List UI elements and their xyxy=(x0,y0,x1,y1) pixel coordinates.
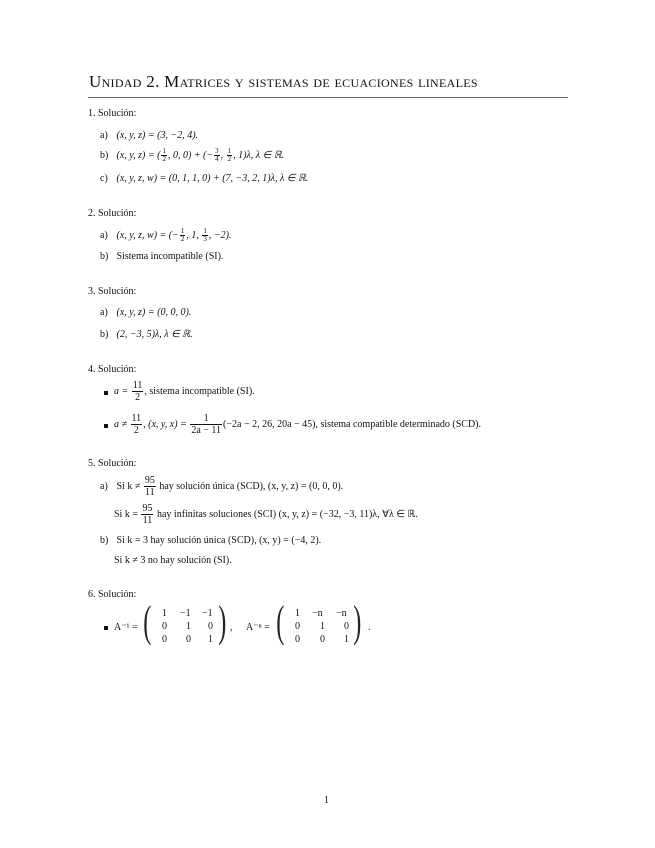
s2-item-a xyxy=(100,228,231,243)
title-rule xyxy=(88,97,568,98)
s3-item-a-label: a) xyxy=(100,307,108,318)
s1-item-a xyxy=(100,130,198,141)
numerator: 11 xyxy=(132,380,143,391)
s3-item-b xyxy=(100,329,193,340)
matrix-cell: 1 xyxy=(186,621,191,632)
fraction xyxy=(131,413,143,436)
right-paren: ) xyxy=(218,597,227,646)
s2-item-a-pre: (x, y, z, w) = (− xyxy=(116,229,179,241)
s5-item-a xyxy=(100,475,343,498)
s5-item-a-label: a) xyxy=(100,480,108,492)
denominator: 2 xyxy=(133,425,139,436)
s5-item-b2 xyxy=(114,555,232,566)
fraction xyxy=(214,148,220,163)
s5-item-a2 xyxy=(114,503,418,526)
s1-item-b-post: , 1)λ, λ ∈ ℝ. xyxy=(233,149,285,161)
denominator: 2 xyxy=(227,155,232,163)
page-number: 1 xyxy=(324,795,329,806)
matrix-cell: 0 xyxy=(186,634,191,645)
matrix-cell: −n xyxy=(312,608,323,619)
left-paren: ( xyxy=(276,597,285,646)
section-2-heading: 2. Solución: xyxy=(88,208,137,219)
section-6-heading: 6. Solución: xyxy=(88,589,137,600)
matrix-cell: −1 xyxy=(202,608,213,619)
matrix-cell: 0 xyxy=(295,621,300,632)
s5-item-b-text: Si k = 3 hay solución única (SCD), (x, y) = (−4, 2). xyxy=(116,535,322,546)
s5-item-a-pre: Si k ≠ xyxy=(116,480,143,492)
numerator: 11 xyxy=(131,413,142,424)
numerator: 95 xyxy=(142,503,153,514)
left-paren: ( xyxy=(143,597,152,646)
matrix-cell: 1 xyxy=(162,608,167,619)
s2-item-b-text: Sistema incompatible (SI). xyxy=(116,251,224,262)
matrix-b-label: A⁻ⁿ = xyxy=(246,622,270,633)
section-3-heading: 3. Solución: xyxy=(88,286,137,297)
denominator: 4 xyxy=(215,155,219,163)
s3-item-b-label: b) xyxy=(100,329,109,340)
fraction xyxy=(227,148,233,163)
matrix-cell: 0 xyxy=(162,621,167,632)
matrix-end: . xyxy=(368,622,371,633)
s1-item-c-text: (x, y, z, w) = (0, 1, 1, 0) + (7, −3, 2, 1)λ, λ ∈ ℝ. xyxy=(116,173,309,184)
s4-item-2-pre: a ≠ xyxy=(114,418,130,430)
s1-item-b-mid2: , xyxy=(220,149,226,161)
s5-item-a-post: hay solución única (SCD), (x, y, z) = (0, 0, 0). xyxy=(156,480,344,492)
s2-item-b-label: b) xyxy=(100,251,109,262)
s5-item-a2-pre: Si k = xyxy=(114,508,141,520)
s5-item-b-label: b) xyxy=(100,535,109,546)
s1-item-a-label: a) xyxy=(100,130,108,141)
denominator: 2a − 11 xyxy=(191,425,222,436)
s1-item-b-mid1: , 0, 0) + (− xyxy=(167,149,214,161)
fraction xyxy=(202,228,208,243)
s1-item-b-label: b) xyxy=(100,149,109,161)
numerator: 1 xyxy=(203,227,207,235)
s1-item-a-text: (x, y, z) = (3, −2, 4). xyxy=(116,130,199,141)
s2-item-a-label: a) xyxy=(100,229,108,241)
s1-item-b-pre: (x, y, z) = ( xyxy=(116,149,161,161)
matrix-cell: 0 xyxy=(320,634,325,645)
matrix-cell: 1 xyxy=(295,608,300,619)
fraction xyxy=(144,475,156,498)
s1-item-c xyxy=(100,173,308,184)
s4-item-1-post: , sistema incompatible (SI). xyxy=(144,385,255,397)
matrix-cell: 1 xyxy=(320,621,325,632)
s1-item-c-label: c) xyxy=(100,173,108,184)
matrix-cell: 0 xyxy=(208,621,213,632)
s2-item-a-mid1: , 1, xyxy=(186,229,202,241)
denominator: 3 xyxy=(203,235,207,243)
page-title: Unidad 2. Matrices y sistemas de ecuaciones lineales xyxy=(89,72,478,91)
numerator: 95 xyxy=(144,475,155,486)
right-paren: ) xyxy=(353,597,362,646)
matrix-a-label: A⁻¹ = xyxy=(114,622,138,633)
section-1-heading: 1. Solución: xyxy=(88,108,137,119)
bullet xyxy=(104,424,108,428)
numerator: 1 xyxy=(190,413,222,425)
matrix-cell: 1 xyxy=(208,634,213,645)
s3-item-a-text: (x, y, z) = (0, 0, 0). xyxy=(116,307,192,318)
bullet xyxy=(104,626,108,630)
s5-item-b xyxy=(100,535,321,546)
matrix-cell: −n xyxy=(336,608,347,619)
s2-item-a-post: , −2). xyxy=(208,229,232,241)
fraction xyxy=(180,228,186,243)
s4-item-1-pre: a = xyxy=(114,385,131,397)
matrix-separator: , xyxy=(230,622,233,633)
fraction xyxy=(141,503,153,526)
fraction xyxy=(132,380,144,403)
section-5-heading: 5. Solución: xyxy=(88,458,137,469)
matrix-cell: 0 xyxy=(162,634,167,645)
numerator: 1 xyxy=(162,147,166,155)
denominator: 11 xyxy=(145,487,155,498)
denominator: 11 xyxy=(142,515,153,526)
s3-item-a xyxy=(100,307,191,318)
s2-item-b xyxy=(100,251,223,262)
matrix-cell: 0 xyxy=(295,634,300,645)
s5-item-b2-text: Si k ≠ 3 no hay solución (SI). xyxy=(114,555,232,566)
matrix-cell: −1 xyxy=(180,608,191,619)
s5-item-a2-post: hay infinitas soluciones (SCI) (x, y, z) = (−32, −3, 11)λ, ∀λ ∈ ℝ. xyxy=(154,508,418,520)
matrix-cell: 0 xyxy=(344,621,349,632)
s4-item-2-post: (−2a − 2, 26, 20a − 45), sistema compatible determinado (SCD). xyxy=(223,418,482,430)
denominator: 2 xyxy=(162,155,166,163)
denominator: 2 xyxy=(135,392,141,403)
s1-item-b xyxy=(100,148,284,163)
numerator: 1 xyxy=(180,227,185,235)
s4-item-2 xyxy=(114,413,481,436)
denominator: 2 xyxy=(180,235,185,243)
fraction xyxy=(190,413,222,436)
numerator: 3 xyxy=(215,147,219,155)
bullet xyxy=(104,391,108,395)
s4-item-1 xyxy=(114,380,255,403)
numerator: 1 xyxy=(227,147,232,155)
section-4-heading: 4. Solución: xyxy=(88,364,137,375)
s3-item-b-text: (2, −3, 5)λ, λ ∈ ℝ. xyxy=(116,329,193,340)
fraction xyxy=(161,148,167,163)
matrix-cell: 1 xyxy=(344,634,349,645)
s4-item-2-mid: , (x, y, x) = xyxy=(143,418,190,430)
